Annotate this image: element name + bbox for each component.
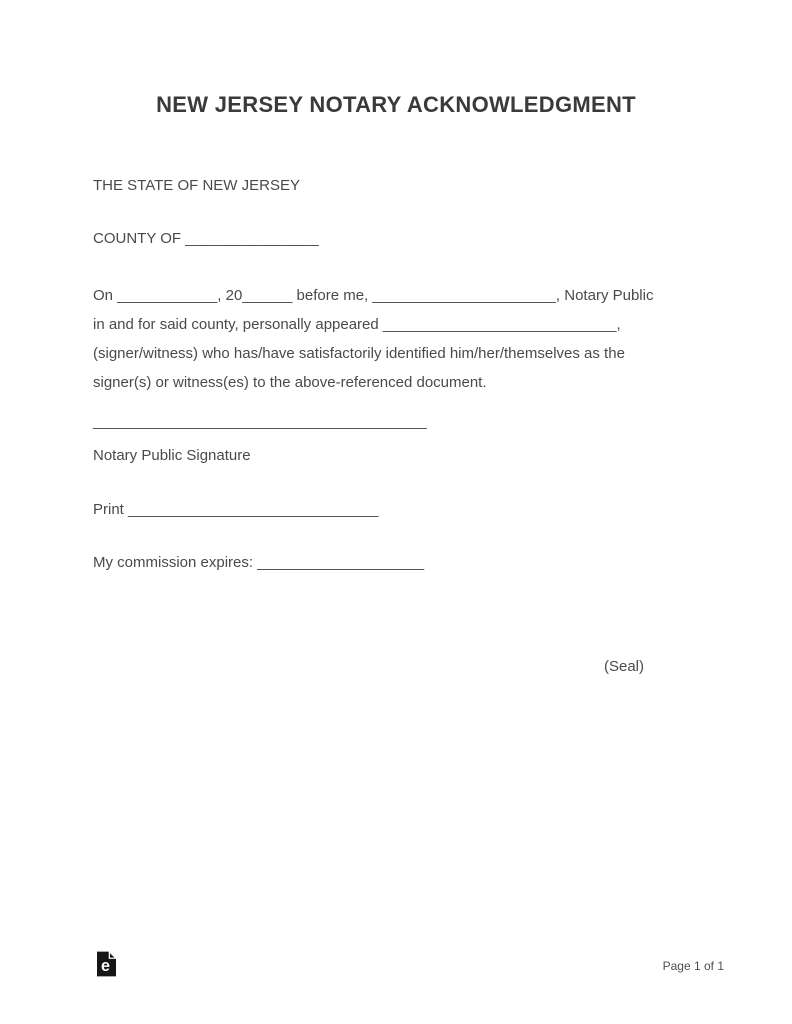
state-line: THE STATE OF NEW JERSEY (93, 177, 300, 194)
seal-placeholder: (Seal) (604, 658, 645, 675)
notary-signature-caption: Notary Public Signature (93, 447, 251, 464)
county-line (93, 230, 319, 247)
county-label: COUNTY OF (93, 230, 186, 247)
paragraph-line-4: signer(s) or witness(es) to the above-referenced document. (93, 374, 487, 391)
acknowledgment-paragraph (93, 281, 653, 397)
county-blank-field: ________________ (185, 230, 319, 247)
paragraph-line-2: in and for said county, personally appeared ____________________________, (93, 316, 621, 333)
commission-blank-field: ____________________ (257, 554, 425, 571)
print-blank-field: ______________________________ (128, 501, 379, 518)
commission-expires-line (93, 554, 424, 571)
notary-signature-line: ________________________________________ (93, 413, 427, 430)
paragraph-line-1: On ____________, 20______ before me, ______________________, Notary Public (93, 287, 654, 304)
page-number-indicator: Page 1 of 1 (662, 959, 724, 973)
print-label: Print (93, 501, 129, 518)
print-name-line (93, 501, 378, 518)
page-title: NEW JERSEY NOTARY ACKNOWLEDGMENT (156, 92, 636, 117)
eforms-logo-icon (97, 951, 116, 977)
commission-label: My commission expires: (93, 554, 258, 571)
eforms-logo-letter: e (101, 957, 111, 976)
paragraph-line-3: (signer/witness) who has/have satisfactorily identified him/her/themselves as the (93, 345, 625, 362)
